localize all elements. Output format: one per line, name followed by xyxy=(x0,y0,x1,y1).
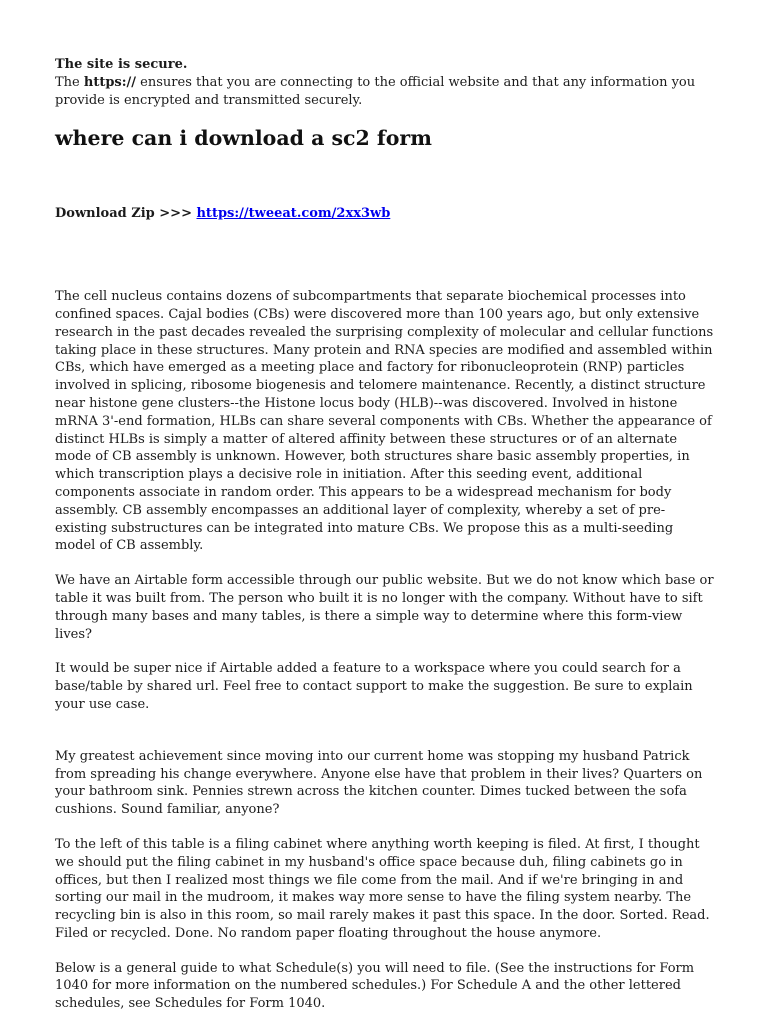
page-title: where can i download a sc2 form xyxy=(55,126,432,151)
paragraph-filing-cabinet: To the left of this table is a filing cabinet where anything worth keeping is filed. At first, I thought we should put the filing cabinet in my husband's office space because duh, filing cabinets go in offices, but then I realized most things we file come from the mail. And if we're bringing in and sorting our mail in the mudroom, it makes way more sense to have the filing system nearby. The recycling bin is also in this room, so mail rarely makes it past this space. In the door. Sorted. Read. Filed or recycled. Done. No random paper floating throughout the house anymore. xyxy=(55,836,710,941)
paragraph-airtable-form: We have an Airtable form accessible through our public website. But we do not know which base or table it was built from. The person who built it is no longer with the company. Without have to sift through many bases and many tables, is there a simple way to determine where this form-view lives? xyxy=(55,573,714,642)
secure-notice-title: The site is secure. xyxy=(55,57,188,72)
secure-notice-protocol: https:// xyxy=(83,74,137,90)
secure-notice-prefix: The xyxy=(55,74,84,90)
paragraph-cajal-bodies: The cell nucleus contains dozens of subcompartments that separate biochemical processes into confined spaces. Cajal bodies (CBs) were discovered more than 100 years ago, but only extensive research in the past decades revealed the surprising complexity of molecular and cellular functions taking place in these structures. Many protein and RNA species are modified and assembled within CBs, which have emerged as a meeting place and factory for ribonucleoprotein (RNP) particles involved in splicing, ribosome biogenesis and telomere maintenance. Recently, a distinct structure near histone gene clusters--the Histone locus body (HLB)--was discovered. Involved in histone mRNA 3'-end formation, HLBs can share several components with CBs. Whether the appearance of distinct HLBs is simply a matter of altered affinity between these structures or of an alternate mode of CB assembly is unknown. However, both structures share basic assembly properties, in which transcription plays a decisive role in initiation. After this seeding event, additional components associate in random order. This appears to be a widespread mechanism for body assembly. CB assembly encompasses an additional layer of complexity, whereby a set of pre-existing substructures can be integrated into mature CBs. We propose this as a multi-seeding model of CB assembly. xyxy=(55,289,714,554)
download-line xyxy=(55,205,714,223)
secure-notice-text xyxy=(55,74,714,110)
paragraph-greatest-achievement: My greatest achievement since moving into our current home was stopping my husband Patrick from spreading his change everywhere. Anyone else have that problem in their lives? Quarters on your bathroom sink. Pennies strewn across the kitchen counter. Dimes tucked between the sofa cushions. Sound familiar, anyone? xyxy=(55,748,703,818)
secure-notice-suffix: ensures that you are connecting to the official website and that any information you provide is encrypted and transmitted securely. xyxy=(55,74,696,108)
article-body xyxy=(55,288,714,1013)
download-link[interactable]: https://tweeat.com/2xx3wb xyxy=(196,206,391,222)
secure-notice xyxy=(55,56,714,109)
paragraph-schedule-guide: Below is a general guide to what Schedule(s) you will need to file. (See the instructions for Form 1040 for more information on the numbered schedules.) For Schedule A and the other lettered schedules, see Schedules for Form 1040. xyxy=(55,960,695,1012)
paragraph-airtable-suggestion: It would be super nice if Airtable added a feature to a workspace where you could search for a base/table by shared url. Feel free to contact support to make the suggestion. Be sure to explain your use case. xyxy=(55,661,693,712)
download-label: Download Zip >>> xyxy=(55,206,197,222)
